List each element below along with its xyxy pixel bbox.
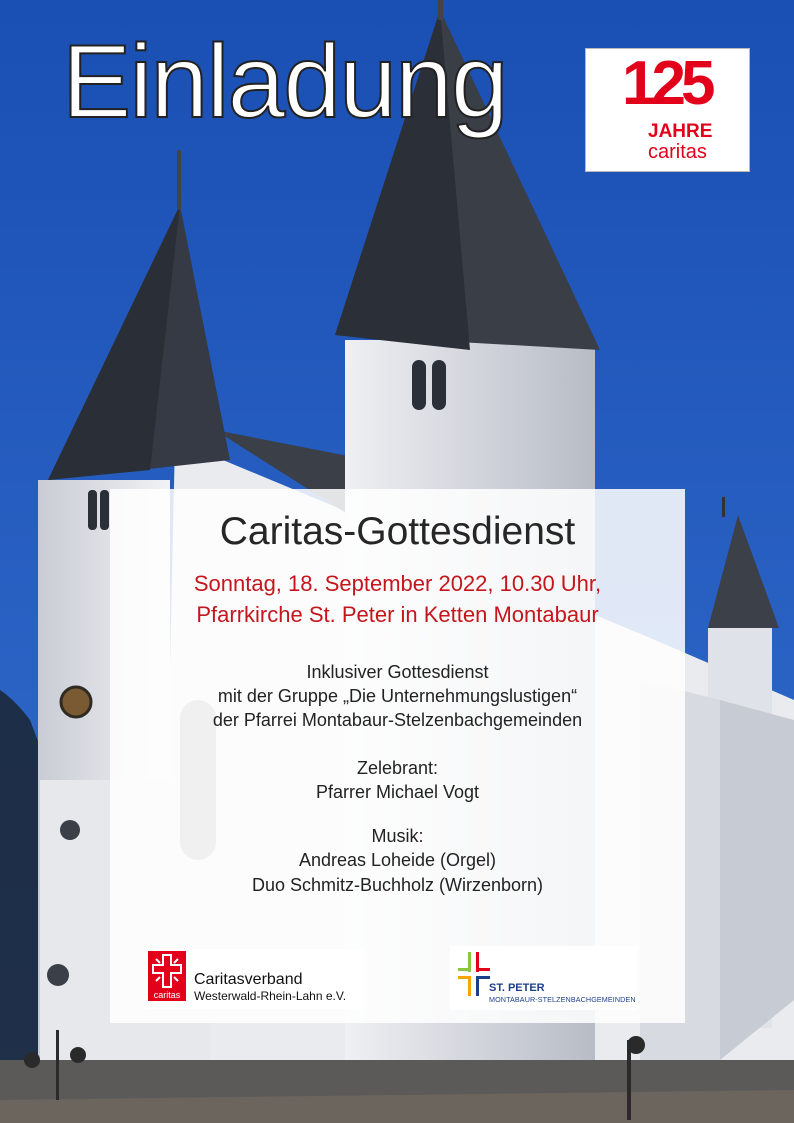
music-item: Andreas Loheide (Orgel) xyxy=(298,850,497,870)
event-place: Pfarrkirche St. Peter in Ketten Montabaur xyxy=(196,602,599,627)
caritas-mark-label: caritas xyxy=(153,990,181,1000)
st-peter-logo xyxy=(450,946,638,1010)
music-item: Duo Schmitz-Buchholz (Wirzenborn) xyxy=(251,875,544,895)
badge-word: JAHRE xyxy=(648,121,713,142)
invitation-headline: Einladung xyxy=(62,24,507,140)
caritas-logo xyxy=(146,949,364,1009)
caritas-name: Caritasverband xyxy=(194,971,303,988)
event-panel xyxy=(110,489,685,1023)
badge-org: caritas xyxy=(648,141,707,163)
intro-line: Inklusiver Gottesdienst xyxy=(306,662,489,682)
st-peter-name: ST. PETER xyxy=(489,982,545,994)
caritas-region: Westerwald-Rhein-Lahn e.V. xyxy=(194,989,347,1003)
music-heading: Musik: xyxy=(371,826,424,846)
celebrant-heading: Zelebrant: xyxy=(356,758,439,778)
st-peter-subtitle: MONTABAUR-STELZENBACHGEMEINDEN xyxy=(489,995,636,1004)
event-date: Sonntag, 18. September 2022, 10.30 Uhr, xyxy=(193,571,602,596)
intro-line: der Pfarrei Montabaur-Stelzenbachgemeinden xyxy=(212,710,583,730)
anniversary-badge xyxy=(585,48,750,172)
badge-number: 125 xyxy=(622,49,711,118)
intro-line: mit der Gruppe „Die Unternehmungslustigen“ xyxy=(217,686,578,706)
caritas-cross-icon xyxy=(148,951,186,1001)
event-title: Caritas-Gottesdienst xyxy=(219,510,576,553)
celebrant-name: Pfarrer Michael Vogt xyxy=(315,782,480,802)
